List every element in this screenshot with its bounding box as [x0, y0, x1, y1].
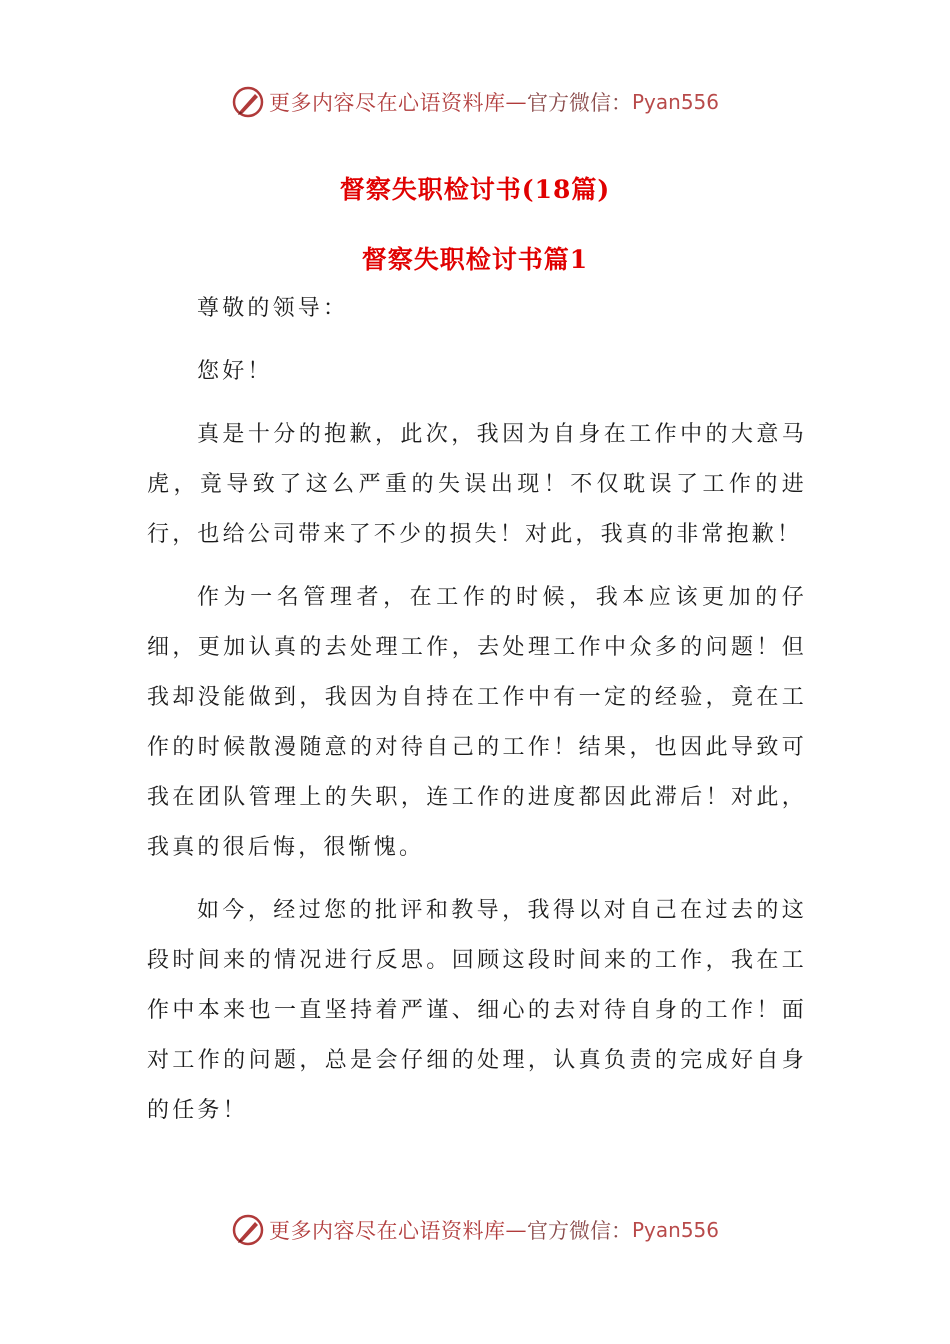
greeting: 您好！: [197, 359, 273, 384]
salutation: 尊敬的领导：: [197, 296, 349, 321]
body-paragraph: 真是十分的抱歉，此次，我因为自身在工作中的大意马虎，竟导致了这么严重的失误出现！不仅耽误了工作的进行，也给公司带来了不少的损失！对此，我真的非常抱歉！: [147, 422, 807, 547]
wechat-id: Pyan556: [631, 90, 719, 114]
document-title: 督察失职检讨书(18篇): [339, 175, 611, 204]
wechat-label: 官方微信：: [526, 91, 632, 115]
body-paragraph: 如今，经过您的批评和教导，我得以对自己在过去的这段时间来的情况进行反思。回顾这段时间来的工作，我在工作中本来也一直坚持着严谨、细心的去对待自身的工作！面对工作的问题，总是会仔细的处理，认真负责的完成好自身的任务！: [147, 898, 807, 1123]
banner-dash: —: [505, 1218, 527, 1242]
body-paragraph: 作为一名管理者，在工作的时候，我本应该更加的仔细，更加认真的去处理工作，去处理工作中众多的问题！但我却没能做到，我因为自持在工作中有一定的经验，竟在工作的时候散漫随意的对待自己的工作！结果，也因此导致可我在团队管理上的失职，连工作的进度都因此滞后！对此，我真的很后悔，很惭愧。: [147, 585, 807, 860]
document-body: [147, 284, 807, 1149]
banner-text: 更多内容尽在心语资料库: [268, 1219, 506, 1243]
banner-text: 更多内容尽在心语资料库: [268, 91, 506, 115]
wechat-id: Pyan556: [631, 1218, 719, 1242]
footer-banner: [0, 1208, 950, 1252]
pen-logo-icon: [231, 1213, 265, 1247]
banner-dash: —: [505, 90, 527, 114]
wechat-label: 官方微信：: [526, 1219, 632, 1243]
pen-logo-icon: [231, 85, 265, 119]
header-banner: [0, 80, 950, 124]
section-title: 督察失职检讨书篇1: [361, 245, 589, 274]
